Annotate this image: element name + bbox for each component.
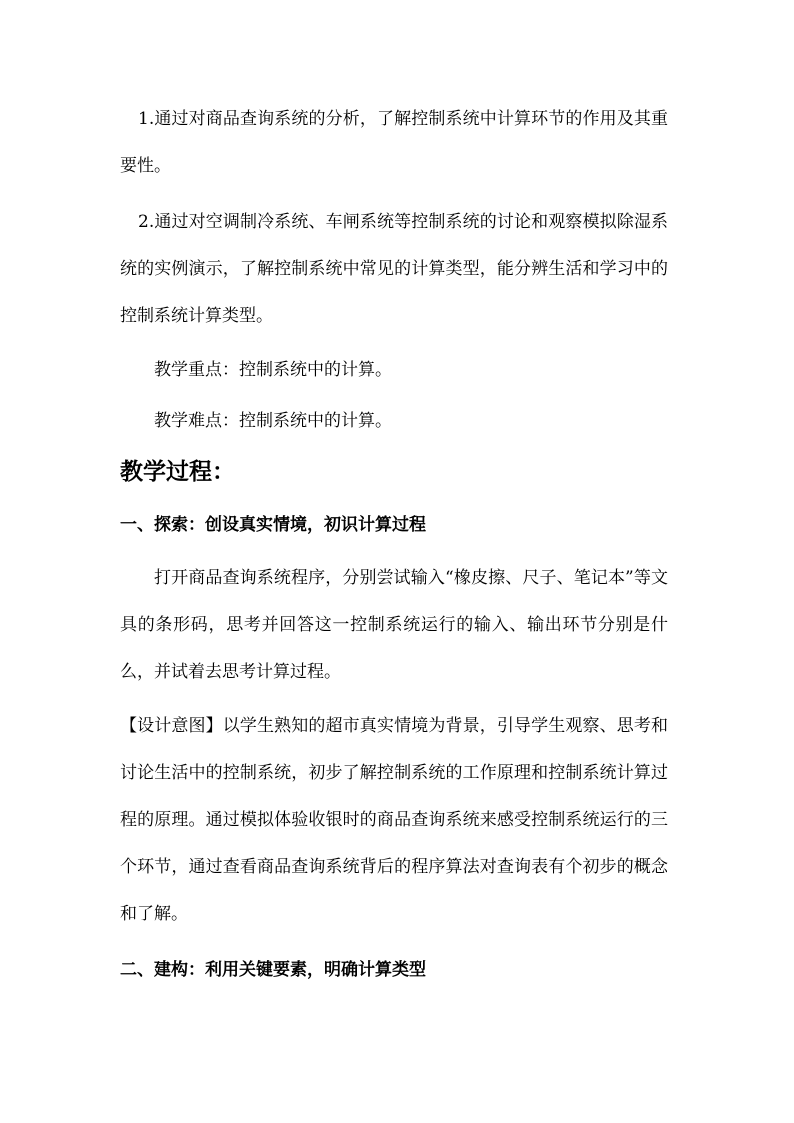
objective-item-1: 1.通过对商品查询系统的分析，了解控制系统中计算环节的作用及其重要性。	[120, 109, 668, 176]
difficult-point: 教学难点：控制系统中的计算。	[154, 411, 392, 431]
section1-heading: 一、探索：创设真实情境，初识计算过程	[120, 515, 426, 535]
key-point: 教学重点：控制系统中的计算。	[154, 360, 392, 380]
section1-body: 打开商品查询系统程序，分别尝试输入“橡皮擦、尺子、笔记本”等文具的条形码，思考并回答这一控制系统运行的输入、输出环节分别是什么，并试着去思考计算过程。	[120, 568, 668, 682]
objective-item-2: 2.通过对空调制冷系统、车闸系统等控制系统的讨论和观察模拟除湿系统的实例演示，了解控制系统中常见的计算类型，能分辨生活和学习中的控制系统计算类型。	[120, 212, 668, 326]
process-heading: 教学过程：	[120, 459, 235, 485]
section2-heading: 二、建构：利用关键要素，明确计算类型	[120, 960, 426, 980]
design-intent: 【设计意图】以学生熟知的超市真实情境为背景，引导学生观察、思考和讨论生活中的控制系统，初步了解控制系统的工作原理和控制系统计算过程的原理。通过模拟体验收银时的商品查询系统来感受控制系统运行的三个环节，通过查看商品查询系统背后的程序算法对查询表有个初步的概念和了解。	[120, 716, 668, 924]
